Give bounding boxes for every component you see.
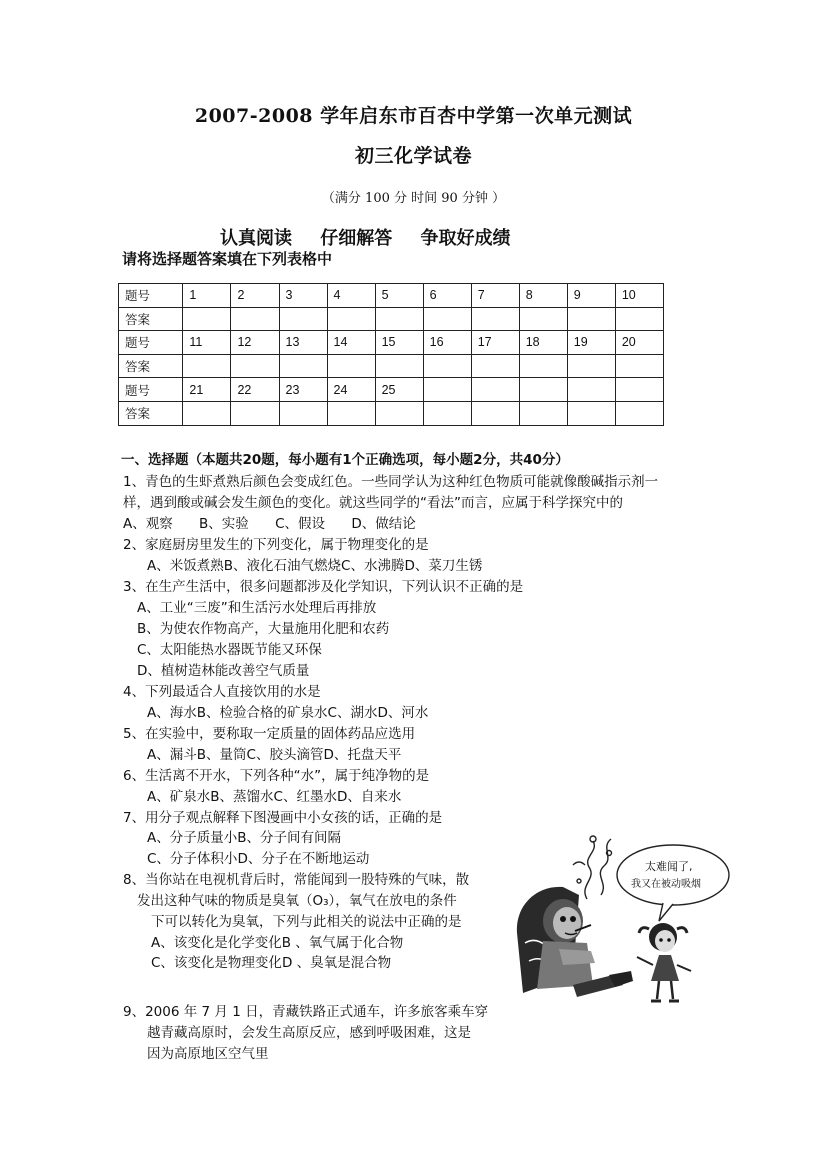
question-7-stem: 7、用分子观点解释下图漫画中小女孩的话，正确的是 bbox=[123, 810, 443, 826]
question-number-cell: 7 bbox=[471, 284, 519, 308]
answer-cell[interactable] bbox=[183, 354, 231, 378]
question-number-cell: 15 bbox=[375, 331, 423, 355]
question-7-options-row2 bbox=[147, 847, 369, 867]
question-7-options-row1 bbox=[147, 826, 341, 846]
option: B、分子间有间隔 bbox=[237, 830, 342, 846]
question-number-cell: 2 bbox=[231, 284, 279, 308]
question-number-cell: 11 bbox=[183, 331, 231, 355]
question-number-cell: 13 bbox=[279, 331, 327, 355]
question-2-options bbox=[147, 554, 482, 574]
answer-cell[interactable] bbox=[519, 354, 567, 378]
question-number-cell: 1 bbox=[183, 284, 231, 308]
question-8-line1: 8、当你站在电视机背后时，常能闻到一股特殊的气味，散 bbox=[123, 872, 470, 888]
exam-title: 2007-2008 学年启东市百杏中学第一次单元测试 bbox=[194, 105, 633, 127]
question-number-cell bbox=[567, 378, 615, 402]
question-1-line2: 样，遇到酸或碱会发生颜色的变化。就这些同学的“看法”而言，应属于科学探究中的 bbox=[123, 495, 623, 511]
answer-cell[interactable] bbox=[615, 354, 663, 378]
option: A、矿泉水 bbox=[147, 789, 211, 805]
question-1-line1: 1、青色的生虾煮熟后颜色会变成红色。一些同学认为这种红色物质可能就像酸碱指示剂一 bbox=[123, 474, 659, 490]
question-number-cell: 19 bbox=[567, 331, 615, 355]
option: C、假设 bbox=[275, 516, 326, 532]
question-number-cell: 17 bbox=[471, 331, 519, 355]
answer-cell[interactable] bbox=[231, 401, 279, 425]
question-number-cell bbox=[519, 378, 567, 402]
option: A、米饭煮熟 bbox=[147, 558, 224, 574]
question-number-cell: 10 bbox=[615, 284, 663, 308]
answer-cell[interactable] bbox=[183, 401, 231, 425]
question-5-options bbox=[147, 743, 401, 763]
row-label: 答案 bbox=[119, 354, 183, 378]
answer-cell[interactable] bbox=[471, 354, 519, 378]
option: C、水沸腾 bbox=[341, 558, 405, 574]
question-3-option-b: B、为使农作物高产，大量施用化肥和农药 bbox=[137, 621, 390, 637]
row-label: 答案 bbox=[119, 401, 183, 425]
question-9-line3: 因为高原地区空气里 bbox=[147, 1046, 269, 1062]
option: D、河水 bbox=[377, 705, 429, 721]
option: D、做结论 bbox=[351, 516, 416, 532]
question-number-cell: 3 bbox=[279, 284, 327, 308]
question-number-cell bbox=[615, 378, 663, 402]
row-label: 题号 bbox=[119, 331, 183, 355]
option: A、观察 bbox=[123, 516, 173, 532]
row-label: 题号 bbox=[119, 378, 183, 402]
question-3-option-a: A、工业“三废”和生活污水处理后再排放 bbox=[137, 600, 377, 616]
question-number-cell: 14 bbox=[327, 331, 375, 355]
question-number-cell: 5 bbox=[375, 284, 423, 308]
answer-cell[interactable] bbox=[375, 401, 423, 425]
option: A、海水 bbox=[147, 705, 197, 721]
answer-cell[interactable] bbox=[279, 401, 327, 425]
answer-cell[interactable] bbox=[327, 307, 375, 331]
question-number-cell: 20 bbox=[615, 331, 663, 355]
option: C、湖水 bbox=[327, 705, 378, 721]
question-8-line2: 发出这种气味的物质是臭氧（O₃），氧气在放电的条件 bbox=[137, 893, 457, 909]
answer-cell[interactable] bbox=[519, 307, 567, 331]
answer-cell[interactable] bbox=[327, 401, 375, 425]
question-number-cell: 25 bbox=[375, 378, 423, 402]
option: D、托盘天平 bbox=[323, 747, 402, 763]
question-2-stem: 2、家庭厨房里发生的下列变化，属于物理变化的是 bbox=[123, 537, 429, 553]
question-5-stem: 5、在实验中，要称取一定质量的固体药品应选用 bbox=[123, 726, 416, 742]
question-number-cell: 4 bbox=[327, 284, 375, 308]
smoke-swirls bbox=[573, 836, 612, 899]
option: B、蒸馏水 bbox=[210, 789, 274, 805]
option: B、实验 bbox=[199, 516, 249, 532]
answer-cell[interactable] bbox=[183, 307, 231, 331]
answer-cell[interactable] bbox=[375, 354, 423, 378]
girl-dress bbox=[651, 955, 679, 981]
question-1-options bbox=[123, 512, 416, 532]
answer-cell[interactable] bbox=[567, 354, 615, 378]
option: D 、臭氧是混合物 bbox=[281, 955, 392, 971]
table-instruction: 请将选择题答案填在下列表格中 bbox=[122, 250, 333, 268]
option: B、量筒 bbox=[196, 747, 247, 763]
speech-bubble bbox=[617, 845, 729, 905]
question-4-options bbox=[147, 701, 428, 721]
answer-cell[interactable] bbox=[231, 307, 279, 331]
speech-line-2: 我又在被动吸烟 bbox=[631, 879, 701, 890]
answer-cell[interactable] bbox=[327, 354, 375, 378]
man-body bbox=[537, 941, 593, 989]
option: D、自来水 bbox=[336, 789, 402, 805]
question-number-cell: 18 bbox=[519, 331, 567, 355]
option: A、分子质量小 bbox=[147, 830, 238, 846]
answer-cell[interactable] bbox=[279, 354, 327, 378]
question-number-cell: 21 bbox=[183, 378, 231, 402]
table-row bbox=[119, 401, 664, 425]
option: A、漏斗 bbox=[147, 747, 197, 763]
question-number-cell: 24 bbox=[327, 378, 375, 402]
question-8-options-row2 bbox=[151, 951, 391, 971]
question-9-line1: 9、2006 年 7 月 1 日，青藏铁路正式通车，许多旅客乘车穿 bbox=[123, 1004, 489, 1020]
table-row bbox=[119, 354, 664, 378]
answer-cell[interactable] bbox=[471, 401, 519, 425]
answer-cell[interactable] bbox=[231, 354, 279, 378]
question-4-stem: 4、下列最适合人直接饮用的水是 bbox=[123, 684, 321, 700]
option: C、分子体积小 bbox=[147, 851, 238, 867]
option: B、液化石油气燃烧 bbox=[223, 558, 342, 574]
row-label: 题号 bbox=[119, 284, 183, 308]
answer-cell[interactable] bbox=[615, 307, 663, 331]
question-3-option-c: C、太阳能热水器既节能又环保 bbox=[137, 642, 322, 658]
table-row bbox=[119, 284, 664, 308]
answer-cell[interactable] bbox=[519, 401, 567, 425]
answer-cell[interactable] bbox=[279, 307, 327, 331]
table-row bbox=[119, 378, 664, 402]
option: B、检验合格的矿泉水 bbox=[196, 705, 328, 721]
answer-cell[interactable] bbox=[615, 401, 663, 425]
question-number-cell bbox=[471, 378, 519, 402]
question-number-cell bbox=[423, 378, 471, 402]
answer-cell[interactable] bbox=[567, 307, 615, 331]
question-9-line2: 越青藏高原时，会发生高原反应，感到呼吸困难，这是 bbox=[147, 1025, 471, 1041]
answer-cell[interactable] bbox=[423, 307, 471, 331]
question-6-options bbox=[147, 785, 401, 805]
table-row bbox=[119, 307, 664, 331]
answer-cell[interactable] bbox=[375, 307, 423, 331]
question-number-cell: 16 bbox=[423, 331, 471, 355]
question-6-stem: 6、生活离不开水，下列各种“水”，属于纯净物的是 bbox=[123, 768, 430, 784]
option: D、分子在不断地运动 bbox=[237, 851, 370, 867]
answer-cell[interactable] bbox=[423, 401, 471, 425]
question-number-cell: 8 bbox=[519, 284, 567, 308]
question-8-options-row1 bbox=[151, 931, 403, 951]
table-row bbox=[119, 331, 664, 355]
row-label: 答案 bbox=[119, 307, 183, 331]
exam-subtitle: 初三化学试卷 bbox=[354, 145, 472, 167]
question-8-line3: 下可以转化为臭氧，下列与此相关的说法中正确的是 bbox=[151, 914, 462, 930]
answer-cell[interactable] bbox=[423, 354, 471, 378]
question-3-option-d: D、植树造林能改善空气质量 bbox=[137, 663, 310, 679]
question-number-cell: 6 bbox=[423, 284, 471, 308]
answer-table bbox=[118, 283, 664, 426]
option: A、该变化是化学变化 bbox=[151, 935, 282, 951]
option: D、菜刀生锈 bbox=[404, 558, 483, 574]
option: C、该变化是物理变化 bbox=[151, 955, 282, 971]
question-number-cell: 22 bbox=[231, 378, 279, 402]
motto: 认真阅读 仔细解答 争取好成绩 bbox=[220, 228, 511, 249]
question-number-cell: 12 bbox=[231, 331, 279, 355]
answer-cell[interactable] bbox=[567, 401, 615, 425]
question-number-cell: 9 bbox=[567, 284, 615, 308]
answer-cell[interactable] bbox=[471, 307, 519, 331]
question-3-stem: 3、在生产生活中，很多问题都涉及化学知识，下列认识不正确的是 bbox=[123, 579, 524, 595]
smoking-cartoon-illustration bbox=[513, 825, 735, 1010]
option: C、红墨水 bbox=[273, 789, 337, 805]
option: B 、氧气属于化合物 bbox=[281, 935, 404, 951]
question-number-cell: 23 bbox=[279, 378, 327, 402]
section-heading: 一、选择题（本题共20题，每小题有1个正确选项，每小题2分，共40分） bbox=[121, 452, 569, 468]
speech-line-1: 太难闻了, bbox=[645, 860, 693, 873]
option: C、胶头滴管 bbox=[246, 747, 324, 763]
exam-meta: （满分 100 分 时间 90 分钟 ） bbox=[321, 191, 506, 206]
